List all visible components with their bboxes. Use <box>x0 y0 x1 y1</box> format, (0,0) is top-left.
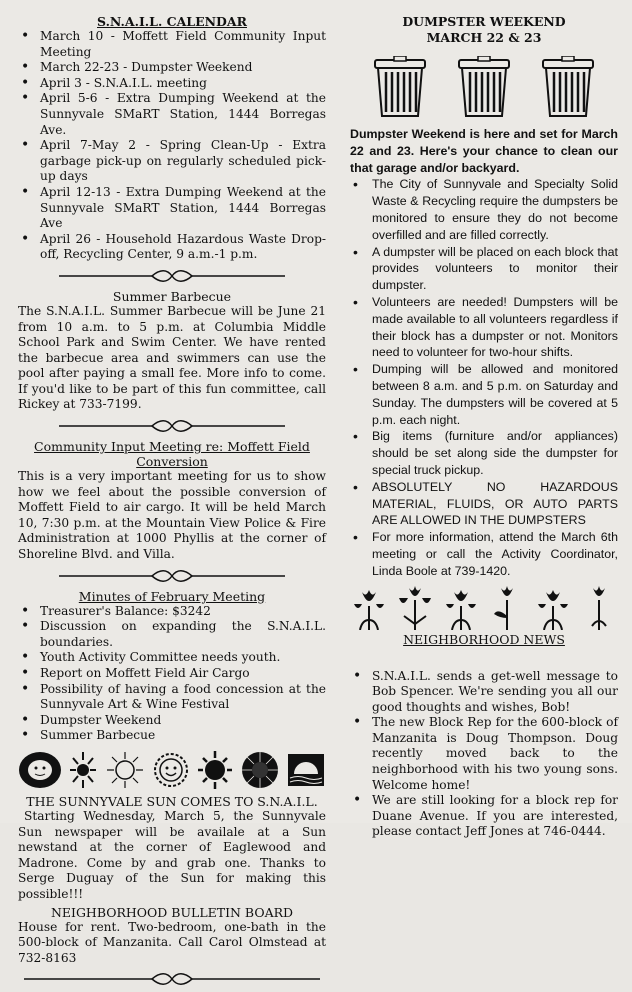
dumpster-item: • Dumping will be allowed and monitored between 8 a.m. and 5 p.m. on Saturday and Sunday. The dumpsters will be covered at 5 p.m. each night. <box>350 361 618 428</box>
calendar-item: • April 7-May 2 - Spring Clean-Up - Extra garbage pick-up on regularly scheduled pick-up days <box>18 138 326 185</box>
ornament-divider <box>18 415 326 437</box>
tulip-icon <box>444 586 478 630</box>
barbecue-title: Summer Barbecue <box>112 288 232 304</box>
news-item: • The new Block Rep for the 600-block of Manzanita is Doug Thompson. Doug recently moved back to the neighborhood with his two young sons. Welcome home! <box>350 715 618 793</box>
sunset-icon <box>286 750 326 790</box>
sun-rays-icon <box>68 750 98 790</box>
left-column <box>18 14 326 992</box>
calendar-item: • March 10 - Moffett Field Community Input Meeting <box>18 29 326 60</box>
calendar-item: • April 3 - S.N.A.I.L. meeting <box>18 76 326 92</box>
flower-clipart-row <box>352 586 616 630</box>
dumpster-list <box>350 176 618 579</box>
minutes-item: • Discussion on expanding the S.N.A.I.L. boundaries. <box>18 619 326 650</box>
calendar-list <box>18 29 326 263</box>
trash-can-row <box>358 56 610 118</box>
minutes-item: • Dumpster Weekend <box>18 713 326 729</box>
tulip-icon <box>398 586 432 630</box>
dumpster-title-line2: MARCH 22 & 23 <box>426 30 542 45</box>
dumpster-item: • Volunteers are needed! Dumpsters will be made available to all volunteers regardless if their block has a dumpster or not. Monitors need to volunteer for two-hour shifts. <box>350 294 618 361</box>
sun-face-icon <box>18 750 62 790</box>
ornament-divider <box>18 968 326 990</box>
smiley-sun-icon <box>151 750 191 790</box>
tulip-icon <box>352 586 386 630</box>
ornament-divider <box>18 265 326 287</box>
bulletin-title: NEIGHBORHOOD BULLETIN BOARD <box>50 904 294 920</box>
ornament-divider <box>18 565 326 587</box>
tulip-icon <box>536 586 570 630</box>
minutes-item: • Summer Barbecue <box>18 728 326 744</box>
minutes-item: • Treasurer's Balance: $3242 <box>18 604 326 620</box>
tulip-icon <box>582 586 616 630</box>
input-meeting-title: Community Input Meeting re: Moffett Field Conversion <box>34 439 310 470</box>
sun-title: THE SUNNYVALE SUN COMES TO S.N.A.I.L. <box>26 793 318 809</box>
news-item: • We are still looking for a block rep for Duane Avenue. If you are interested, please contact Jeff Jones at 746-0444. <box>350 793 618 840</box>
trash-can-icon <box>372 56 428 118</box>
dumpster-item: • A dumpster will be placed on each block that provides volunteers to monitor their dumpster. <box>350 244 618 294</box>
calendar-item: • March 22-23 - Dumpster Weekend <box>18 60 326 76</box>
sun-clipart-row <box>18 748 326 792</box>
minutes-item: • Report on Moffett Field Air Cargo <box>18 666 326 682</box>
minutes-item: • Possibility of having a food concession at the Sunnyvale Art & Wine Festival <box>18 682 326 713</box>
trash-can-icon <box>540 56 596 118</box>
sun-spiky-icon <box>197 750 233 790</box>
right-column <box>350 14 618 840</box>
input-meeting-text: This is a very important meeting for us to show how we feel about the possible conversion of Moffett Field to air cargo. It will be held March 10, 7:30 p.m. at the Mountain View Police & Fire Administration at 1000 Phyllis at the corner of Shoreline Blvd. and Villa. <box>18 469 326 562</box>
calendar-title: S.N.A.I.L. CALENDAR <box>97 14 247 29</box>
dumpster-item: • The City of Sunnyvale and Specialty Solid Waste & Recycling require the dumpsters be monitored to ensure they do not become overfilled and are filled correctly. <box>350 176 618 243</box>
sun-outline-icon <box>105 750 145 790</box>
news-list <box>350 669 618 841</box>
dumpster-title <box>350 14 618 46</box>
sunflower-icon <box>240 750 280 790</box>
bulletin-text: House for rent. Two-bedroom, one-bath in the 500-block of Manzanita. Call Carol Olmstead at 732-8163 <box>18 919 326 965</box>
dumpster-intro: Dumpster Weekend is here and set for March 22 and 23. Here's your chance to clean our that garage and/or backyard. <box>350 127 618 175</box>
dumpster-item: • ABSOLUTELY NO HAZARDOUS MATERIAL, FLUIDS, OR AUTO PARTS ARE ALLOWED IN THE DUMPSTERS <box>350 479 618 529</box>
tulip-icon <box>490 586 524 630</box>
minutes-title: Minutes of February Meeting <box>78 588 266 604</box>
minutes-list <box>18 604 326 744</box>
dumpster-title-line1: DUMPSTER WEEKEND <box>402 14 566 29</box>
news-item: • S.N.A.I.L. sends a get-well message to Bob Spencer. We're sending you all our good thoughts and wishes, Bob! <box>350 669 618 716</box>
barbecue-text: The S.N.A.I.L. Summer Barbecue will be June 21 from 10 a.m. to 5 p.m. at Columbia Middle School Park and Swim Center. We have rented the barbecue area and swimmers can use the pool after paying a small fee. More info to come. If you'd like to be part of this fun committee, call Rickey at 733-7199. <box>18 303 326 412</box>
calendar-item: • April 12-13 - Extra Dumping Weekend at the Sunnyvale SMaRT Station, 1444 Borregas Ave <box>18 185 326 232</box>
trash-can-icon <box>456 56 512 118</box>
news-title: NEIGHBORHOOD NEWS <box>403 631 565 647</box>
dumpster-item: • For more information, attend the March 6th meeting or call the Activity Coordinator, Linda Boole at 739-1420. <box>350 529 618 579</box>
calendar-item: • April 26 - Household Hazardous Waste Drop-off, Recycling Center, 9 a.m.-1 p.m. <box>18 232 326 263</box>
dumpster-item: • Big items (furniture and/or appliances) should be set along side the dumpster for special truck pickup. <box>350 428 618 478</box>
calendar-item: • April 5-6 - Extra Dumping Weekend at the Sunnyvale SMaRT Station, 1444 Borregas Ave. <box>18 91 326 138</box>
sun-text: Starting Wednesday, March 5, the Sunnyvale Sun newspaper will be availale at a Sun newstand at the corner of Eaglewood and Madrone. Come by and grab one. Thanks to Serge Duguay of the Sun for making this possible!!! <box>18 808 326 901</box>
minutes-item: • Youth Activity Committee needs youth. <box>18 650 326 666</box>
